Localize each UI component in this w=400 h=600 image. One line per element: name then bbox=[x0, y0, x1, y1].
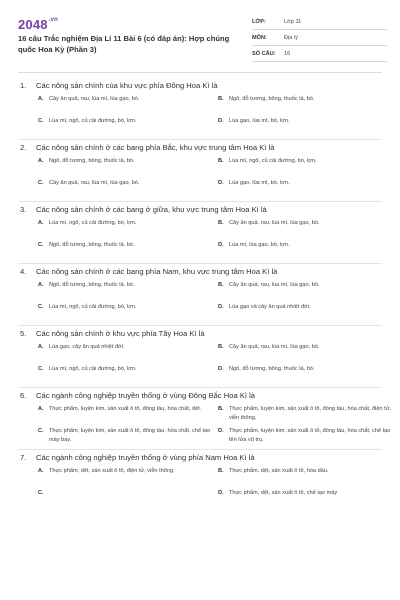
site-logo[interactable] bbox=[18, 17, 58, 32]
answer-letter: C. bbox=[38, 242, 44, 248]
answer-text: Thực phẩm, luyện kim, sản xuất ô tô, đóng tàu, hóa chất, chế tạo máy bay. bbox=[49, 428, 211, 443]
document-title: 16 câu Trắc nghiệm Địa Lí 11 Bài 6 (có đáp án): Hợp chúng quốc Hoa Kỳ (Phần 3) bbox=[18, 34, 230, 54]
answer-option-c[interactable] bbox=[38, 427, 212, 449]
document-header bbox=[0, 0, 400, 70]
answer-letter: B. bbox=[218, 344, 224, 350]
question-5 bbox=[0, 326, 400, 387]
question-body: Các nông sản chính ở các bang phía Nam, khu vực trung tâm Hoa Kì là bbox=[36, 267, 278, 276]
answer-letter: D. bbox=[218, 490, 224, 496]
meta-value: Lớp 11 bbox=[284, 19, 302, 25]
answer-text: Cây ăn quả, rau, lúa mì, lúa gạo, bò. bbox=[49, 96, 140, 102]
answer-text: Lúa mì, ngô, củ cải đường, bò, lợn. bbox=[49, 118, 137, 124]
answer-text: Lúa gạo và cây ăn quả nhiệt đới. bbox=[229, 304, 311, 310]
answer-option-b[interactable] bbox=[218, 467, 392, 489]
question-text bbox=[20, 388, 382, 401]
answer-option-b[interactable] bbox=[218, 157, 392, 179]
answer-letter: B. bbox=[218, 220, 224, 226]
answer-letter: C. bbox=[38, 366, 44, 372]
answer-option-b[interactable] bbox=[218, 343, 392, 365]
question-body: Các ngành công nghiệp truyền thống ở vùng phía Nam Hoa Kì là bbox=[36, 453, 255, 462]
answer-options bbox=[38, 343, 382, 387]
answer-letter: B. bbox=[218, 96, 224, 102]
answer-text: Thực phẩm, luyện kim, sản xuất ô tô, đóng tàu, hóa chất, chế tạo tên lửa vũ trụ. bbox=[229, 428, 391, 443]
question-6 bbox=[0, 388, 400, 449]
answer-letter: D. bbox=[218, 242, 224, 248]
question-body: Các nông sản chính ở các bang phía Bắc, khu vực trung tâm Hoa Kì là bbox=[36, 143, 275, 152]
answer-text: Cây ăn quả, rau, lúa mì, lúa gạo, bò. bbox=[229, 282, 320, 288]
answer-text: Lúa mì, ngô, củ cải đường, bò, lợn. bbox=[49, 366, 137, 372]
answer-options bbox=[38, 405, 392, 449]
question-4 bbox=[0, 264, 400, 325]
answer-option-c[interactable] bbox=[38, 117, 212, 139]
answer-letter: B. bbox=[218, 406, 224, 412]
meta-value: Địa lý bbox=[284, 35, 298, 41]
meta-key: MÔN: bbox=[252, 35, 267, 41]
answer-text: Lúa gạo, cây ăn quả nhiệt đới. bbox=[49, 344, 125, 350]
answer-text: Thực phẩm, dệt, sản xuất ô tô, chế tạo máy bbox=[229, 490, 338, 496]
answer-text: Lúa mì, lúa gạo, bò, lợn. bbox=[229, 242, 290, 248]
answer-option-c[interactable] bbox=[38, 303, 212, 325]
answer-letter: A. bbox=[38, 158, 44, 164]
answer-letter: D. bbox=[218, 118, 224, 124]
answer-letter: D. bbox=[218, 180, 224, 186]
answer-letter: C. bbox=[38, 304, 44, 310]
answer-option-a[interactable] bbox=[38, 405, 212, 427]
answer-option-d[interactable] bbox=[218, 179, 392, 201]
answer-option-a[interactable] bbox=[38, 219, 212, 241]
answer-option-c[interactable] bbox=[38, 179, 212, 201]
answer-text: Cây ăn quả, rau, lúa mì, lúa gạo, bò. bbox=[229, 344, 320, 350]
answer-option-c[interactable] bbox=[38, 489, 212, 511]
question-1 bbox=[0, 78, 400, 139]
answer-option-a[interactable] bbox=[38, 343, 212, 365]
logo-suffix: .vn bbox=[48, 17, 59, 23]
answer-options bbox=[38, 95, 382, 139]
answer-text: Thực phẩm, dệt, sản xuất ô tô, hóa dầu. bbox=[229, 468, 329, 474]
answer-text: Lúa mì, ngô, củ cải đường, bò, lợn. bbox=[49, 220, 137, 226]
answer-letter: A. bbox=[38, 344, 44, 350]
question-number: 4. bbox=[20, 267, 27, 276]
question-body: Các ngành công nghiệp truyền thống ở vùng Đông Bắc Hoa Kì là bbox=[36, 391, 256, 400]
answer-option-b[interactable] bbox=[218, 405, 392, 427]
answer-text: Thực phẩm, dệt, sản xuất ô tô, điện tử, viễn thông. bbox=[49, 468, 175, 474]
answer-option-a[interactable] bbox=[38, 467, 212, 489]
answer-options bbox=[38, 157, 382, 201]
answer-text: Ngô, đỗ tương, bông, thuốc lá, bò. bbox=[49, 282, 135, 288]
question-body: Các nông sản chính của khu vực phía Đông Hoa Kì là bbox=[36, 81, 218, 90]
answer-text: Lúa mì, ngô, củ cải đường, bò, lợn. bbox=[49, 304, 137, 310]
answer-letter: A. bbox=[38, 406, 44, 412]
answer-letter: A. bbox=[38, 96, 44, 102]
answer-letter: D. bbox=[218, 304, 224, 310]
question-number: 7. bbox=[20, 453, 27, 462]
answer-letter: C. bbox=[38, 118, 44, 124]
answer-text: Ngô, đỗ tương, bông, thuốc lá, bò. bbox=[229, 96, 315, 102]
answer-option-b[interactable] bbox=[218, 281, 392, 303]
answer-option-c[interactable] bbox=[38, 241, 212, 263]
question-text bbox=[20, 326, 382, 339]
answer-letter: A. bbox=[38, 468, 44, 474]
question-text bbox=[20, 450, 382, 463]
question-3 bbox=[0, 202, 400, 263]
answer-text: Thực phẩm, luyện kim, sản xuất ô tô, đóng tàu, hóa chất, điện tử, viễn thông. bbox=[229, 406, 392, 421]
answer-text: Ngô, đỗ tương, bông, thuốc lá, bò. bbox=[229, 366, 315, 372]
question-number: 5. bbox=[20, 329, 27, 338]
answer-letter: B. bbox=[218, 282, 224, 288]
answer-option-a[interactable] bbox=[38, 95, 212, 117]
answer-letter: B. bbox=[218, 468, 224, 474]
question-text bbox=[20, 202, 382, 215]
question-7 bbox=[0, 450, 400, 511]
meta-row-class bbox=[252, 14, 387, 30]
question-number: 2. bbox=[20, 143, 27, 152]
answer-text: Cây ăn quả, rau, lúa mì, lúa gạo, bò. bbox=[49, 180, 140, 186]
answer-option-d[interactable] bbox=[218, 117, 392, 139]
answer-text: Lúa mì, ngô, củ cải đường, bò, lợn. bbox=[229, 158, 317, 164]
meta-row-count bbox=[252, 46, 387, 62]
meta-key: SỐ CÂU: bbox=[252, 51, 276, 57]
question-number: 6. bbox=[20, 391, 27, 400]
question-text bbox=[20, 78, 382, 91]
answer-options bbox=[38, 467, 382, 511]
answer-text: Ngô, đỗ tương, bông, thuốc lá, bò. bbox=[49, 242, 135, 248]
answer-option-d[interactable] bbox=[218, 365, 392, 387]
question-body: Các nông sản chính ở các bang ở giữa, khu vực trung tâm Hoa Kì là bbox=[36, 205, 267, 214]
answer-text: Lúa gạo, lúa mì, bò, lợn. bbox=[229, 118, 290, 124]
question-text bbox=[20, 264, 382, 277]
question-2 bbox=[0, 140, 400, 201]
answer-text: Cây ăn quả, rau, lúa mì, lúa gạo, bò. bbox=[229, 220, 320, 226]
answer-option-b[interactable] bbox=[218, 219, 392, 241]
answer-text: Ngô, đỗ tương, bông, thuốc lá, bò. bbox=[49, 158, 135, 164]
meta-key: LỚP: bbox=[252, 19, 266, 25]
answer-text: Thực phẩm, luyện kim, sản xuất ô tô, đóng tàu, hóa chất, dệt. bbox=[49, 406, 202, 412]
question-number: 1. bbox=[20, 81, 27, 90]
answer-option-d[interactable] bbox=[218, 303, 392, 325]
meta-row-subject bbox=[252, 30, 387, 46]
answer-letter: B. bbox=[218, 158, 224, 164]
meta-info-box bbox=[252, 14, 387, 62]
answer-options bbox=[38, 281, 382, 325]
answer-text: Lúa gạo, lúa mì, bò, lợn. bbox=[229, 180, 290, 186]
answer-options bbox=[38, 219, 382, 263]
question-number: 3. bbox=[20, 205, 27, 214]
answer-letter: C. bbox=[38, 180, 44, 186]
question-text bbox=[20, 140, 382, 153]
answer-option-d[interactable] bbox=[218, 241, 392, 263]
answer-option-b[interactable] bbox=[218, 95, 392, 117]
header-divider bbox=[18, 72, 382, 73]
answer-option-c[interactable] bbox=[38, 365, 212, 387]
logo-text: 2048 bbox=[18, 17, 48, 32]
answer-letter: D. bbox=[218, 428, 224, 434]
answer-option-a[interactable] bbox=[38, 281, 212, 303]
answer-option-a[interactable] bbox=[38, 157, 212, 179]
answer-option-d[interactable] bbox=[218, 489, 392, 511]
answer-option-d[interactable] bbox=[218, 427, 392, 449]
question-body: Các nông sản chính ở khu vực phía Tây Hoa Kì là bbox=[36, 329, 205, 338]
answer-letter: A. bbox=[38, 220, 44, 226]
meta-value: 16 bbox=[284, 51, 291, 57]
question-list bbox=[0, 78, 400, 511]
answer-letter: D. bbox=[218, 366, 224, 372]
answer-letter: C. bbox=[38, 428, 44, 434]
answer-letter: A. bbox=[38, 282, 44, 288]
answer-letter: C. bbox=[38, 490, 44, 496]
